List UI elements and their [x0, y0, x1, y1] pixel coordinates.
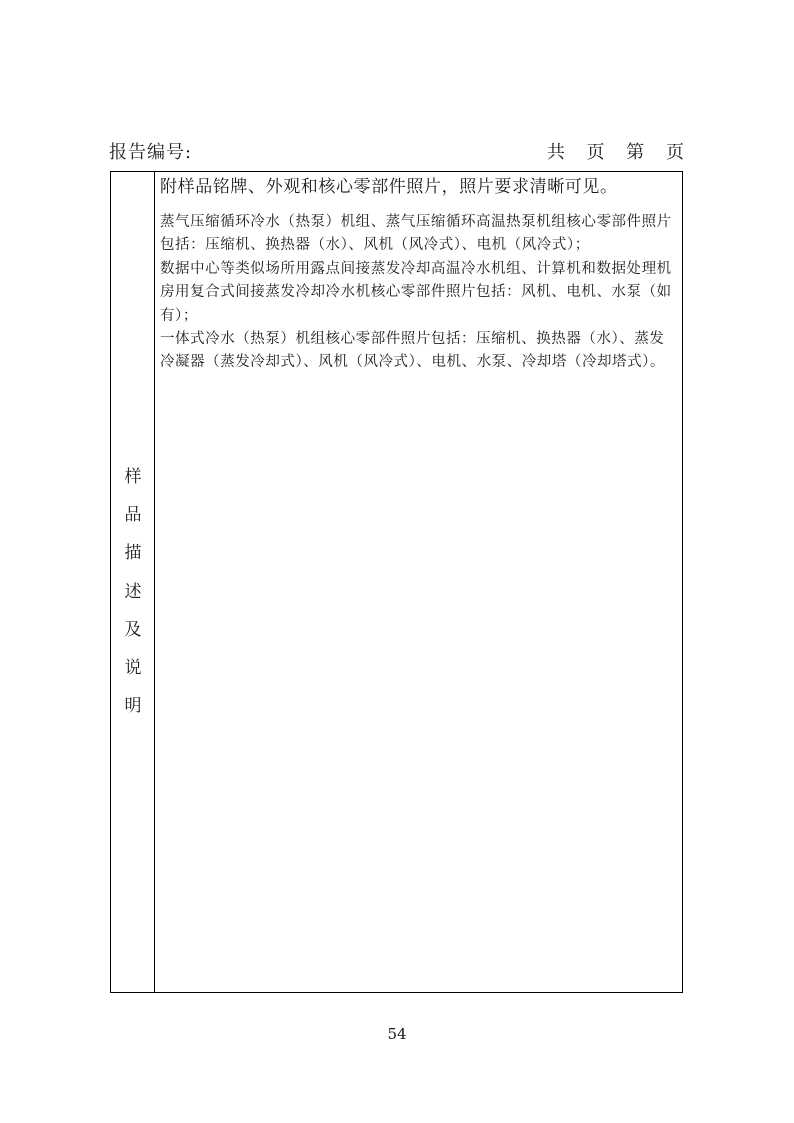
page-header: [109, 140, 685, 166]
description-paragraph: 蒸气压缩循环冷水（热泵）机组、蒸气压缩循环高温热泵机组核心零部件照片包括：压缩机、换热器（水）、风机（风冷式）、电机（风冷式）；: [160, 214, 672, 254]
description-paragraph: 数据中心等类似场所用露点间接蒸发冷却高温冷水机组、计算机和数据处理机房用复合式间接蒸发冷却冷水机核心零部件照片包括：风机、电机、水泵（如有）；: [160, 260, 672, 324]
page-number: 54: [387, 1025, 407, 1043]
report-number-label: 报告编号:: [109, 142, 193, 163]
description-paragraph: 一体式冷水（热泵）机组核心零部件照片包括：压缩机、换热器（水）、蒸发冷凝器（蒸发冷却式）、风机（风冷式）、电机、水泵、冷却塔（冷却塔式）。: [160, 331, 665, 371]
row-label-text: 样 品 描 述 及 说 明: [124, 467, 142, 717]
photo-requirement-intro: 附样品铭牌、外观和核心零部件照片，照片要求清晰可见。: [160, 177, 618, 197]
row-label-cell: [111, 172, 155, 992]
page-count-info: 共 页 第 页: [546, 142, 685, 163]
sample-description-table: [110, 171, 683, 993]
description-content-cell: [155, 172, 682, 992]
